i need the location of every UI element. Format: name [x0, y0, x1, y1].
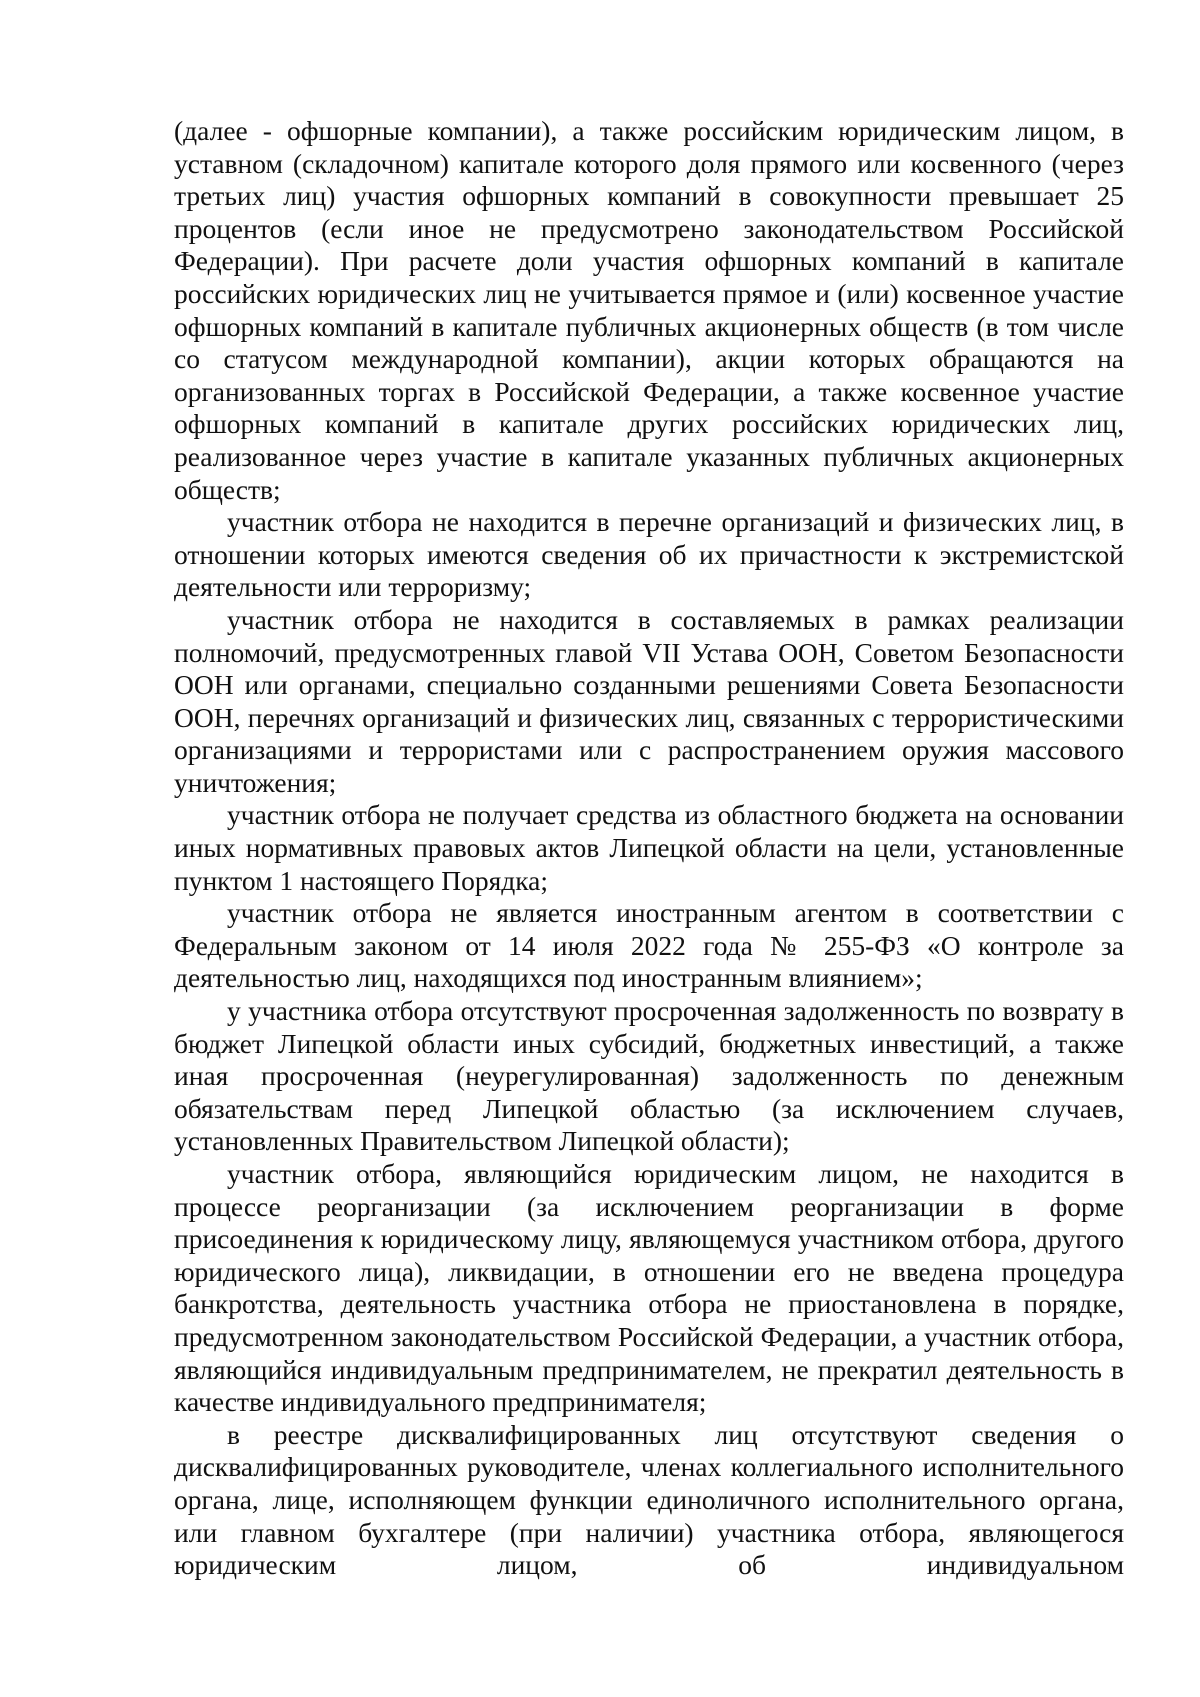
paragraph-reorganization-liquidation: участник отбора, являющийся юридическим лицом, не находится в процессе реорганизации (за исключением реорганизации в форме присоединения к юридическому лицу, являющемуся участником отбора, другого юридического лица), ликвидации, в отношении его не введена процедура банкротства, деятельность участника отбора не приостановлена в порядке, предусмотренном законодательством Российской Федерации, а участник отбора, являющийся индивидуальным предпринимателем, не прекратил деятельность в качестве индивидуального предпринимателя;	[174, 1158, 1124, 1418]
paragraph-offshore-companies: (далее - офшорные компании), а также российским юридическим лицом, в уставном (складочном) капитале которого доля прямого или косвенного (через третьих лиц) участия офшорных компаний в совокупности превышает 25 процентов (если иное не предусмотрено законодательством Российской Федерации). При расчете доли участия офшорных компаний в капитале российских юридических лиц не учитывается прямое и (или) косвенное участие офшорных компаний в капитале публичных акционерных обществ (в том числе со статусом международной компании), акции которых обращаются на организованных торгах в Российской Федерации, а также косвенное участие офшорных компаний в капитале других российских юридических лиц, реализованное через участие в капитале указанных публичных акционерных обществ;	[174, 115, 1124, 505]
paragraph-un-security-council-list: участник отбора не находится в составляемых в рамках реализации полномочий, предусмотренных главой VII Устава ООН, Советом Безопасности ООН или органами, специально созданными решениями Совета Безопасности ООН, перечнях организаций и физических лиц, связанных с террористическими организациями и террористами или с распространением оружия массового уничтожения;	[174, 603, 1124, 798]
paragraph-extremism-list: участник отбора не находится в перечне организаций и физических лиц, в отношении которых имеются сведения об их причастности к экстремистской деятельности или терроризму;	[174, 506, 1124, 603]
paragraph-foreign-agent: участник отбора не является иностранным агентом в соответствии с Федеральным законом от 14 июля 2022 года № 255-ФЗ «О контроле за деятельностью лиц, находящихся под иностранным влиянием»;	[174, 897, 1124, 994]
paragraph-disqualified-persons: в реестре дисквалифицированных лиц отсутствуют сведения о дисквалифицированных руководителе, членах коллегиального исполнительного органа, лице, исполняющем функции единоличного исполнительного органа, или главном бухгалтере (при наличии) участника отбора, являющегося юридическим лицом, об индивидуальном	[174, 1418, 1124, 1581]
document-page	[174, 115, 1124, 1582]
paragraph-regional-budget-funds: участник отбора не получает средства из областного бюджета на основании иных нормативных правовых актов Липецкой области на цели, установленные пунктом 1 настоящего Порядка;	[174, 799, 1124, 896]
paragraph-overdue-debt: у участника отбора отсутствуют просроченная задолженность по возврату в бюджет Липецкой области иных субсидий, бюджетных инвестиций, а также иная просроченная (неурегулированная) задолженность по денежным обязательствам перед Липецкой областью (за исключением случаев, установленных Правительством Липецкой области);	[174, 995, 1124, 1157]
